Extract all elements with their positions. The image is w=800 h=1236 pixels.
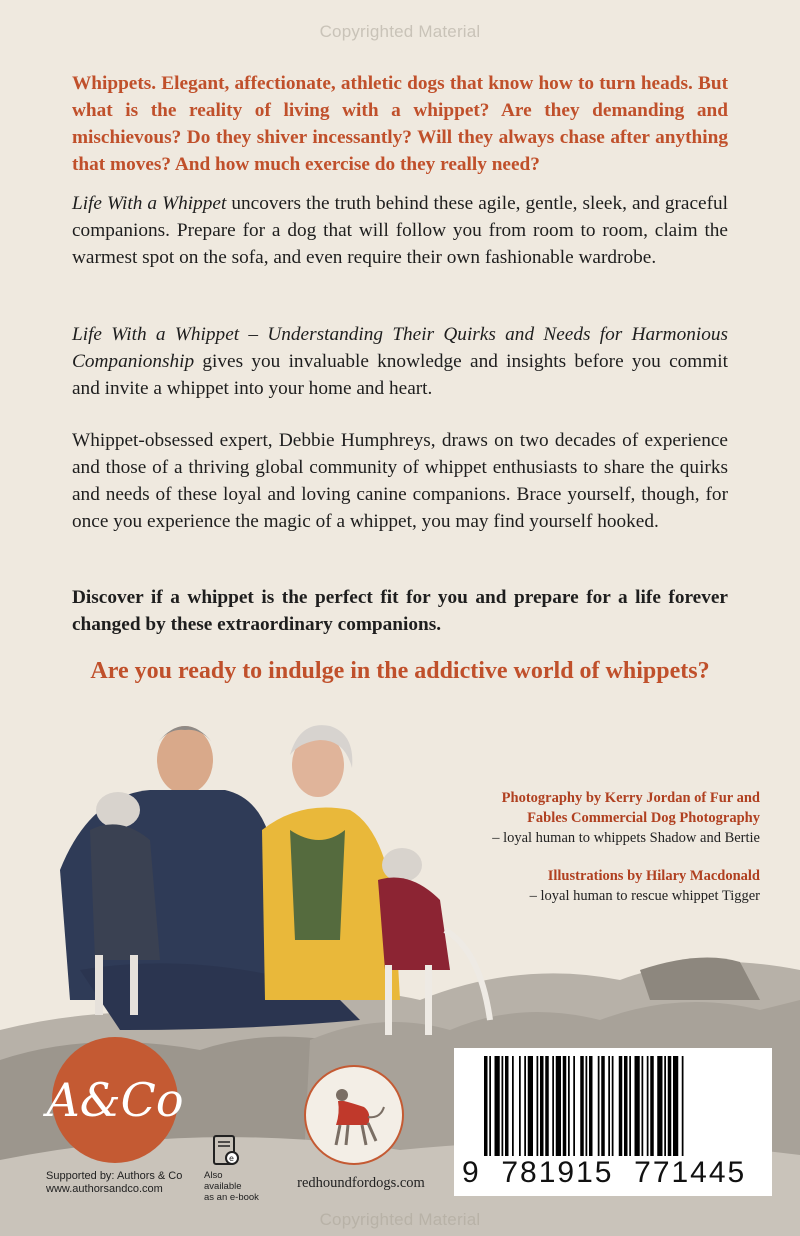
ebook-line-1: Also available [204,1170,242,1192]
barcode-bar [682,1056,684,1156]
ebook-availability [204,1170,260,1203]
call-to-action-paragraph: Discover if a whippet is the perfect fit for you and prepare for a life forever changed by these extraordinary companions. [72,587,728,635]
barcode-bar [664,1056,666,1156]
barcode-bar [580,1056,584,1156]
description-paragraph-1 [72,190,728,271]
photography-credit-line-2: Fables Commercial Dog Photography [527,810,760,826]
publisher-url: www.authorsandco.com [46,1183,163,1195]
isbn-number: 9 781915 771445 [462,1156,747,1189]
barcode-bar [505,1056,509,1156]
photo-credits [440,788,760,906]
publisher-support-text [46,1170,206,1196]
barcode-bar [552,1056,554,1156]
barcode-bar [598,1056,600,1156]
tagline: Are you ready to indulge in the addictive world of whippets? [90,658,710,684]
barcode-bar [519,1056,521,1156]
barcode-bar [608,1056,610,1156]
barcode-bar [668,1056,672,1156]
copyright-watermark-top: Copyrighted Material [319,22,481,41]
barcode-bar [489,1056,491,1156]
illustration-credit: Illustrations by Hilary Macdonald [547,868,760,884]
barcode-bars [484,1056,742,1156]
redhound-url: redhoundfordogs.com [297,1175,425,1191]
barcode-bar [537,1056,539,1156]
barcode-bar [545,1056,549,1156]
barcode-bar [524,1056,526,1156]
ebook-icon [212,1134,240,1168]
barcode-bar [657,1056,662,1156]
barcode-bar [619,1056,623,1156]
barcode-bar [589,1056,593,1156]
barcode-bar [650,1056,654,1156]
copyright-watermark-bottom: Copyrighted Material [319,1210,481,1229]
svg-text:e: e [229,1154,234,1163]
barcode-bar [586,1056,588,1156]
barcode-bar [568,1056,570,1156]
logo-text: A&Co [46,1073,184,1127]
paragraph-text: gives you invaluable knowledge and insights before you commit and invite a whippet into your home and heart. [72,351,728,399]
barcode-bar [601,1056,605,1156]
supported-by-line: Supported by: Authors & Co [46,1170,183,1182]
barcode-bar [612,1056,614,1156]
barcode-bar [502,1056,504,1156]
barcode-bar [495,1056,500,1156]
book-full-title: Life With a Whippet – Understanding Their Quirks and Needs for Harmonious Companionship [72,324,728,372]
barcode-bar [642,1056,644,1156]
barcode-bar [556,1056,561,1156]
whippet-logo-icon [306,1067,402,1163]
barcode-bar [540,1056,544,1156]
illustration-credit-subtitle: – loyal human to rescue whippet Tigger [529,888,760,904]
barcode-bar [647,1056,649,1156]
barcode-bar [512,1056,514,1156]
paragraph-text: uncovers the truth behind these agile, gentle, sleek, and graceful companions. Prepare for a dog that will follow you from room to room, claim the warmest spot on the sofa, and even require their own fashionable wardrobe. [72,193,728,268]
barcode-bar [573,1056,575,1156]
barcode-bar [484,1056,488,1156]
photography-credit-line-1: Photography by Kerry Jordan of Fur and [501,790,760,806]
author-paragraph: Whippet-obsessed expert, Debbie Humphreys, draws on two decades of experience and those of a thriving global community of whippet enthusiasts to share the quirks and needs of these loyal and loving canine companions. Brace yourself, though, for once you experience the magic of a whippet, you may find yourself hooked. [72,430,728,532]
barcode-bar [528,1056,533,1156]
description-paragraph-2 [72,321,728,402]
intro-paragraph: Whippets. Elegant, affectionate, athletic dogs that know how to turn heads. But what is the reality of living with a whippet? Are they demanding and mischievous? Do they shiver incessantly? Will they always chase after anything that moves? And how much exercise do they really need? [72,73,728,175]
authors-and-co-logo [46,1037,184,1163]
barcode-bar [624,1056,628,1156]
barcode-bar [629,1056,631,1156]
barcode-bar [673,1056,678,1156]
barcode-bar [563,1056,567,1156]
redhound-logo [304,1065,404,1165]
barcode-bar [635,1056,640,1156]
isbn-barcode [454,1048,772,1196]
book-title: Life With a Whippet [72,193,227,214]
ebook-line-2: as an e-book [204,1192,259,1203]
photography-credit-subtitle: – loyal human to whippets Shadow and Bertie [492,830,760,846]
